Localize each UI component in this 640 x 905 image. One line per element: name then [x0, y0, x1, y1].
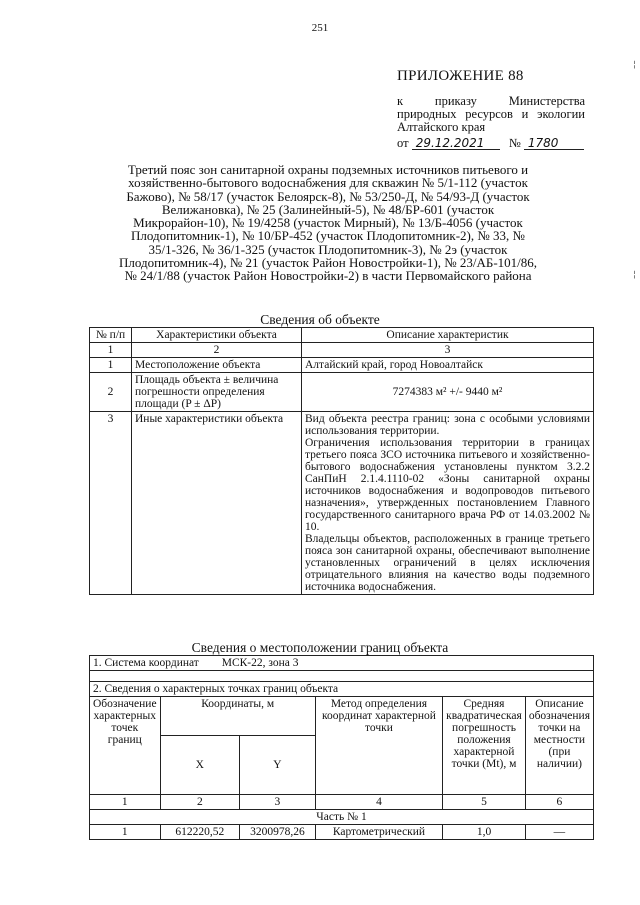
- header-x: X: [160, 736, 240, 795]
- part-row: [90, 810, 594, 825]
- part-label: Часть № 1: [90, 810, 594, 825]
- header-error: Средняя квадратическая погрешность положения характерной точки (Mt), м: [443, 697, 526, 795]
- coord-system-cell: [90, 656, 594, 671]
- index-cell: 4: [315, 795, 442, 810]
- points-section-cell: 2. Сведения о характерных точках границ объекта: [90, 682, 594, 697]
- spacer-cell: [90, 671, 594, 682]
- coord-system-value: МСК-22, зона 3: [221, 657, 299, 669]
- order-reference: к приказу Министерства природных ресурсов и экологии Алтайского края: [397, 94, 585, 134]
- page-number: 251: [311, 22, 329, 34]
- coord-system-label: 1. Система координат: [93, 657, 199, 669]
- row-characteristic: Иные характеристики объекта: [132, 412, 302, 595]
- point-error: 1,0: [443, 825, 526, 840]
- description-paragraph: Владельцы объектов, расположенных в границе третьего пояса зон санитарной охраны, обеспечивают выполнение установленных ограничений в целях исключения отрицательного влияния на качество воды подземного источника водоснабжения.: [305, 533, 590, 593]
- handwritten-number: 1780: [524, 138, 584, 150]
- index-cell: 1: [90, 795, 161, 810]
- row-number: 3: [90, 412, 132, 595]
- order-date-line: [397, 136, 584, 151]
- point-method: Картометрический: [315, 825, 442, 840]
- index-cell: 6: [525, 795, 593, 810]
- row-number: 2: [90, 373, 132, 412]
- number-prefix: №: [508, 136, 521, 150]
- header-desc: Описание обозначения точки на местности (при наличии): [525, 697, 593, 795]
- index-cell: 1: [90, 343, 132, 358]
- index-cell: 5: [443, 795, 526, 810]
- object-info-title: Сведения об объекте: [260, 312, 380, 327]
- row-characteristic: Площадь объекта ± величина погрешности определения площади (P ± ΔP): [132, 373, 302, 412]
- description-paragraph: Вид объекта реестра границ: зона с особыми условиями использования территории.: [305, 413, 590, 437]
- spacer-row: [90, 671, 594, 682]
- margin-mark: ¦: [632, 60, 636, 70]
- header-point: Обозначение характерных точек границ: [90, 697, 161, 795]
- margin-mark: ¦: [632, 270, 636, 280]
- row-description: 7274383 м² +/- 9440 м²: [302, 373, 594, 412]
- index-row: [90, 795, 594, 810]
- table-header-row: [90, 697, 594, 736]
- row-description: [302, 412, 594, 595]
- table-row: [90, 825, 594, 840]
- table-row: [90, 358, 594, 373]
- row-characteristic: Местоположение объекта: [132, 358, 302, 373]
- row-number: 1: [90, 358, 132, 373]
- point-desc: —: [525, 825, 593, 840]
- index-row: [90, 343, 594, 358]
- handwritten-date: 29.12.2021: [412, 138, 500, 150]
- header-cell: Описание характеристик: [302, 328, 594, 343]
- points-section-row: [90, 682, 594, 697]
- header-cell: Характеристики объекта: [132, 328, 302, 343]
- point-y: 3200978,26: [240, 825, 316, 840]
- point-id: 1: [90, 825, 161, 840]
- description-paragraph: Ограничения использования территории в границах третьего пояса ЗСО источника питьевого и хозяйственно-бытового водоснабжения установлены пунктом 3.2.2 СанПиН 2.1.4.1110-02 «Зоны санитарной охраны источников водоснабжения и водопроводов питьевого назначения», утвержденных постановлением Главного государственного санитарного врача РФ от 14.03.2002 № 10.: [305, 437, 590, 533]
- boundary-table: [89, 655, 594, 840]
- table-row: [90, 412, 594, 595]
- header-method: Метод определения координат характерной точки: [315, 697, 442, 795]
- header-y: Y: [240, 736, 316, 795]
- header-coords: Координаты, м: [160, 697, 315, 736]
- appendix-title: ПРИЛОЖЕНИЕ 88: [397, 68, 524, 84]
- index-cell: 2: [160, 795, 240, 810]
- document-title: Третий пояс зон санитарной охраны подземных источников питьевого и хозяйственно-бытового водоснабжения для скважин № 5/1-112 (участок Бажово), № 58/17 (участок Белоярск-8), № 53/250-Д, № 54/93-Д (участок Велижановка), № 25 (Залинейный-5), № 48/БР-601 (участок Микрорайон-10), № 19/4258 (участок Мирный), № 13/Б-4056 (участок Плодопитомник-1), № 10/БР-452 (участок Плодопитомник-2), № 33, № 35/1-326, № 36/1-325 (участок Плодопитомник-3), № 2э (участок Плодопитомник-4), № 21 (участок Район Новостройки-1), № 23/АБ-101/86, № 24/1/88 (участок Район Новостройки-2) в части Первомайского района: [118, 162, 538, 284]
- coord-system-row: [90, 656, 594, 671]
- index-cell: 3: [302, 343, 594, 358]
- row-description: Алтайский край, город Новоалтайск: [302, 358, 594, 373]
- header-cell: № п/п: [90, 328, 132, 343]
- index-cell: 3: [240, 795, 316, 810]
- table-header-row: [90, 328, 594, 343]
- date-prefix: от: [397, 136, 409, 150]
- object-info-table: [89, 327, 594, 595]
- table-row: [90, 373, 594, 412]
- point-x: 612220,52: [160, 825, 240, 840]
- boundary-info-title: Сведения о местоположении границ объекта: [191, 640, 449, 655]
- index-cell: 2: [132, 343, 302, 358]
